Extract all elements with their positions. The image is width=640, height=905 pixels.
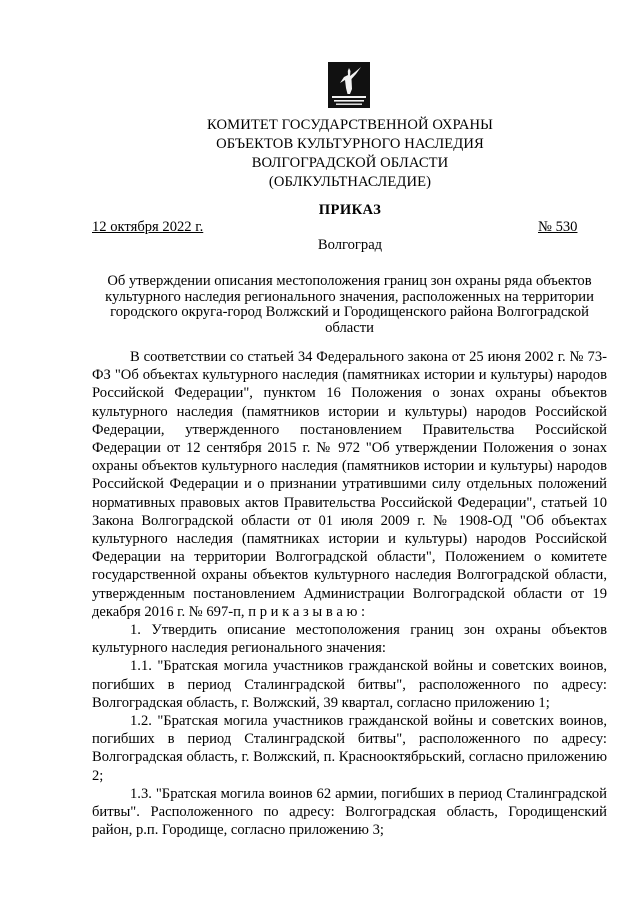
- order-subject: Об утверждении описания местоположения границ зон охраны ряда объектов культурного наследия регионального значения, расположенных на территории городского округа-город Волжский и Городищенского района Волгоградской области: [105, 273, 594, 336]
- header-line-1: КОМИТЕТ ГОСУДАРСТВЕННОЙ ОХРАНЫ: [207, 117, 493, 133]
- order-date: 12 октября 2022 г.: [92, 219, 204, 235]
- order-number: № 530: [538, 219, 578, 235]
- item-1-1-paragraph: 1.1. "Братская могила участников гражданской войны и советских воинов, погибших в период Сталинградской битвы", расположенного по адресу: Волгоградская область, г. Волжский, 39 квартал, согласно приложению 1;: [92, 658, 607, 711]
- item-1-paragraph: 1. Утвердить описание местоположения границ зон охраны объектов культурного наследия регионального значения:: [92, 622, 607, 657]
- header-line-4: (ОБЛКУЛЬТНАСЛЕДИЕ): [268, 174, 432, 190]
- preamble-paragraph: В соответствии со статьей 34 Федерального закона от 25 июня 2002 г. № 73-ФЗ "Об объектах культурного наследия (памятниках истории и культуры) народов Российской Федерации", пунктом 16 Положения о зонах охраны объектов культурного наследия (памятников истории и культуры) народов Российской Федерации, утвержденного постановлением Правительства Российской Федерации от 12 сентября 2015 г. № 972 "Об утверждении Положения о зонах охраны объектов культурного наследия (памятников истории и культуры) народов Российской Федерации и о признании утратившими силу отдельных положений нормативных правовых актов Правительства Российской Федерации", статьей 10 Закона Волгоградской области от 01 июля 2009 г. № 1908-ОД "Об объектах культурного наследия (памятниках истории и культуры) народов Российской Федерации на территории Волгоградской области", Положением о комитете государственной охраны объектов культурного наследия Волгоградской области, утвержденным постановлением Администрации Волгоградской области от 19 декабря 2016 г. № 697-п, п р и к а з ы в а ю :: [92, 349, 607, 620]
- order-city: Волгоград: [317, 237, 383, 253]
- order-body: [92, 348, 607, 839]
- item-1-2-paragraph: 1.2. "Братская могила участников гражданской войны и советских воинов, погибших в период Сталинградской битвы", расположенного по адресу: Волгоградская область, г. Волжский, п. Краснооктябрьский, согласно приложению 2;: [92, 713, 607, 784]
- header-line-3: ВОЛГОГРАДСКОЙ ОБЛАСТИ: [251, 155, 449, 171]
- order-title: ПРИКАЗ: [318, 202, 382, 218]
- item-1-3-paragraph: 1.3. "Братская могила воинов 62 армии, погибших в период Сталинградской битвы". Расположенного по адресу: Волгоградская область, Городищенский район, р.п. Городище, согласно приложению 3;: [92, 785, 607, 839]
- committee-header: [150, 116, 550, 192]
- volgograd-emblem-icon: [328, 62, 370, 108]
- header-line-2: ОБЪЕКТОВ КУЛЬТУРНОГО НАСЛЕДИЯ: [216, 136, 484, 152]
